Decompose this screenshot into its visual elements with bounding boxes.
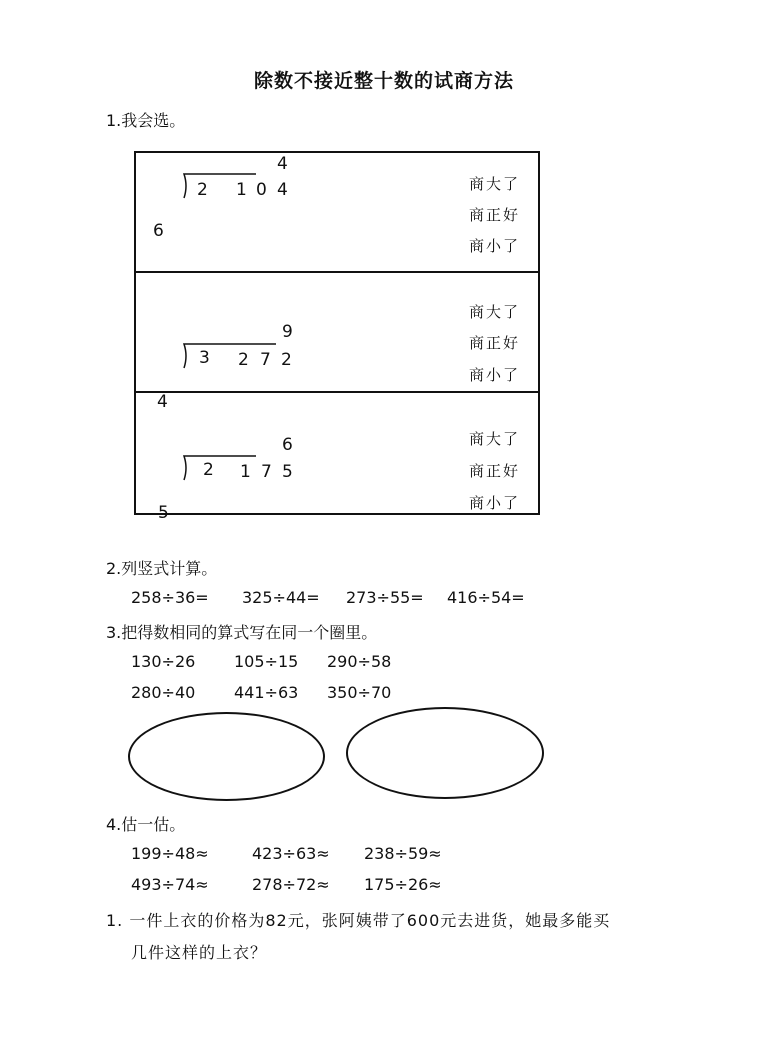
dividend-digit: 7 (260, 350, 271, 370)
page-title: 除数不接近整十数的试商方法 (253, 70, 514, 92)
row-divider-1 (134, 271, 539, 273)
option-too-small[interactable]: 商小了 (469, 494, 521, 512)
option-too-big[interactable]: 商大了 (469, 303, 521, 321)
expression: 350÷70 (327, 683, 392, 702)
divisor-tail-digit: 4 (157, 392, 168, 412)
calc-item: 258÷36= (131, 588, 209, 607)
dividend-digit: 1 (240, 462, 251, 482)
estimate-item: 493÷74≈ (131, 875, 209, 894)
expression: 290÷58 (327, 652, 392, 671)
quotient-digit: 4 (277, 154, 288, 174)
option-too-small[interactable]: 商小了 (469, 366, 521, 384)
word-problem-line2: 几件这样的上衣？ (131, 943, 268, 962)
divisor-digit: 2 (197, 180, 208, 200)
division-bracket-icon (176, 170, 266, 204)
expression: 441÷63 (234, 683, 299, 702)
option-too-big[interactable]: 商大了 (469, 175, 521, 193)
option-just-right[interactable]: 商正好 (469, 334, 521, 352)
answer-circle-right[interactable] (346, 707, 544, 799)
row-divider-2 (134, 391, 539, 393)
calc-item: 273÷55= (346, 588, 424, 607)
calc-item: 325÷44= (242, 588, 320, 607)
q1-heading: 1.我会选。 (106, 111, 186, 130)
dividend-digit: 7 (261, 462, 272, 482)
expression: 105÷15 (234, 652, 299, 671)
estimate-item: 278÷72≈ (252, 875, 330, 894)
divisor-tail-digit: 5 (158, 503, 169, 523)
dividend-digit: 5 (282, 462, 293, 482)
quotient-digit: 6 (282, 435, 293, 455)
dividend-digit: 4 (277, 180, 288, 200)
estimate-item: 238÷59≈ (364, 844, 442, 863)
option-just-right[interactable]: 商正好 (469, 462, 521, 480)
divisor-digit: 3 (199, 348, 210, 368)
quotient-digit: 9 (282, 322, 293, 342)
q3-heading: 3.把得数相同的算式写在同一个圈里。 (106, 623, 378, 642)
expression: 280÷40 (131, 683, 196, 702)
divisor-tail-digit: 6 (153, 221, 164, 241)
dividend-digit: 2 (281, 350, 292, 370)
expression: 130÷26 (131, 652, 196, 671)
estimate-item: 423÷63≈ (252, 844, 330, 863)
division-bracket-icon (176, 452, 266, 486)
divisor-digit: 2 (203, 460, 214, 480)
option-too-big[interactable]: 商大了 (469, 430, 521, 448)
estimate-item: 199÷48≈ (131, 844, 209, 863)
option-just-right[interactable]: 商正好 (469, 206, 521, 224)
answer-circle-left[interactable] (128, 712, 325, 801)
word-problem-line1: 1. 一件上衣的价格为82元，张阿姨带了600元去进货，她最多能买 (106, 911, 611, 930)
option-too-small[interactable]: 商小了 (469, 237, 521, 255)
q2-heading: 2.列竖式计算。 (106, 559, 218, 578)
calc-item: 416÷54= (447, 588, 525, 607)
dividend-digit: 2 (238, 350, 249, 370)
dividend-digit: 1 (236, 180, 247, 200)
dividend-digit: 0 (256, 180, 267, 200)
estimate-item: 175÷26≈ (364, 875, 442, 894)
q4-heading: 4.估一估。 (106, 815, 186, 834)
